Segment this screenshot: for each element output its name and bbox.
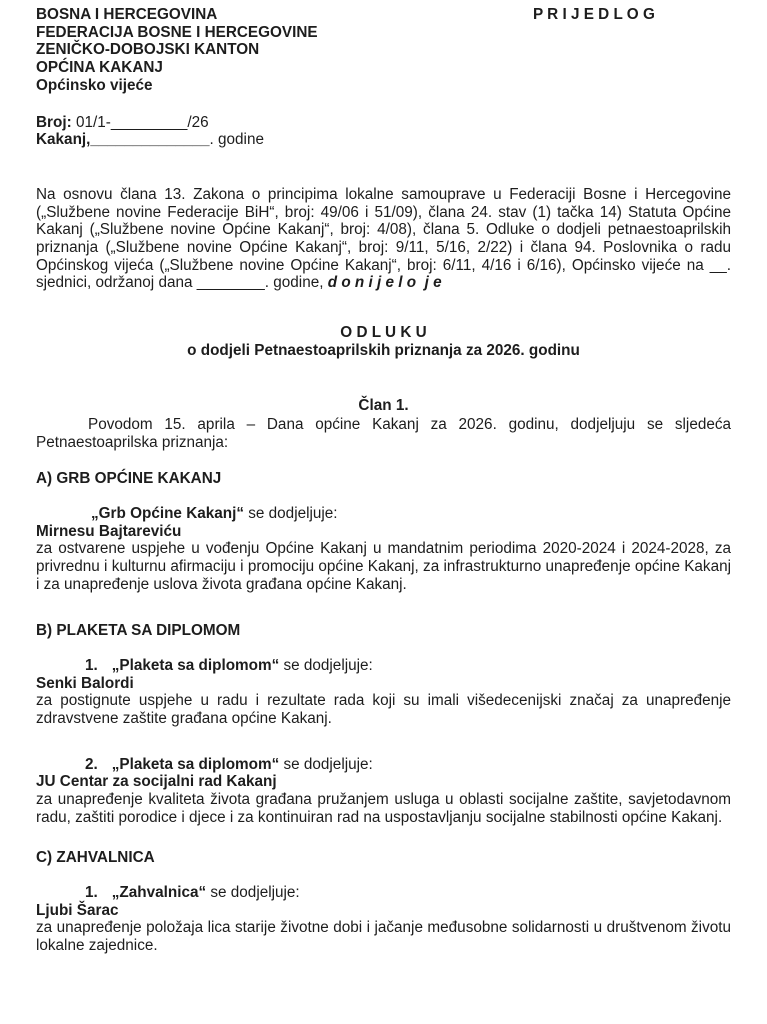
award-suffix: se dodjeljuje: bbox=[244, 505, 338, 523]
decision-title: O D L U K U bbox=[340, 324, 427, 342]
award-line bbox=[36, 505, 731, 523]
reference-number-value: 01/1-_________/26 bbox=[71, 113, 209, 131]
award-description: za unapređenje kvaliteta života građana pružanjem usluga u oblasti socijalne zaštite, savjetodavnom radu, zaštiti porodice i djece i za kontinuiran rad na uspostavljanju socijalne stabilnosti općine Kakanj. bbox=[36, 791, 731, 826]
decision-title-block bbox=[36, 324, 731, 359]
award-name: „Zahvalnica“ bbox=[111, 883, 207, 901]
award-description: za postignute uspjehe u radu i rezultate rada koji su imali višedecenijski značaj za unapređenje zdravstvene zaštite građana općine Kakanj. bbox=[36, 692, 731, 728]
enacted-phrase: d o n i j e l o j e bbox=[327, 274, 442, 292]
reference-number-label: Broj: bbox=[36, 113, 72, 131]
recipient-name: Mirnesu Bajtareviću bbox=[36, 522, 182, 540]
proposal-label: P R I J E D L O G bbox=[533, 6, 655, 23]
award-suffix: se dodjeljuje: bbox=[279, 656, 373, 674]
award-number: 1. bbox=[85, 656, 98, 674]
award-name: „Plaketa sa diplomom“ bbox=[111, 656, 280, 674]
award-suffix: se dodjeljuje: bbox=[206, 883, 300, 901]
preamble-text: Na osnovu člana 13. Zakona o principima lokalne samouprave u Federaciji Bosne i Hercegovine („Službene novine Federacije BiH“, broj: 49/06 i 51/09), člana 24. stav (1) tačka 14) Statuta Općine Kakanj („Službene novine Općine Kakanj“, broj: 4/08), člana 5. Odluke o dodjeli petnaestoaprilskih priznanja („Službene novine Općine Kakanj“, broj: 9/11, 5/16, 2/22) i člana 94. Poslovnika o radu Općinskog vijeća („Službene novine Općine Kakanj“, broj: 6/11, 4/16 i 6/16), Općinsko vijeće na __. sjednici, održanoj dana ________. godine, bbox=[36, 185, 731, 292]
award-line bbox=[36, 657, 731, 675]
recipient-name: JU Centar za socijalni rad Kakanj bbox=[36, 773, 277, 791]
award-number: 1. bbox=[85, 883, 98, 901]
award-description: za ostvarene uspjehe u vođenju Općine Kakanj u mandatnim periodima 2020-2024 i 2024-2028, za privrednu i kulturnu afirmaciju i promociju općine Kakanj, za infrastrukturno unapređenje općine Kakanj i za unapređenje uslova života građana općine Kakanj. bbox=[36, 540, 731, 593]
article-1-heading: Član 1. bbox=[358, 396, 409, 414]
reference-number-line bbox=[36, 114, 731, 132]
award-line bbox=[36, 884, 731, 902]
award-suffix: se dodjeljuje: bbox=[279, 755, 373, 773]
reference-block bbox=[36, 114, 731, 149]
section-a-heading: A) GRB OPĆINE KAKANJ bbox=[36, 469, 222, 487]
section-b-heading: B) PLAKETA SA DIPLOMOM bbox=[36, 621, 241, 639]
decision-subtitle: o dodjeli Petnaestoaprilskih priznanja za 2026. godinu bbox=[187, 341, 580, 359]
letterhead-line-federation: FEDERACIJA BOSNE I HERCEGOVINE bbox=[36, 23, 318, 41]
section-c-heading: C) ZAHVALNICA bbox=[36, 848, 155, 866]
award-line bbox=[36, 756, 731, 774]
reference-place-line bbox=[36, 131, 731, 149]
award-name: „Plaketa sa diplomom“ bbox=[111, 755, 280, 773]
award-name: „Grb Općine Kakanj“ bbox=[91, 505, 245, 523]
letterhead-line-country: BOSNA I HERCEGOVINA bbox=[36, 6, 218, 23]
letterhead-line-council: Općinsko vijeće bbox=[36, 76, 153, 94]
letterhead-line-canton: ZENIČKO-DOBOJSKI KANTON bbox=[36, 41, 260, 59]
recipient-name: Ljubi Šarac bbox=[36, 901, 119, 919]
letterhead-line-municipality: OPĆINA KAKANJ bbox=[36, 59, 163, 77]
reference-place-suffix: . godine bbox=[209, 131, 264, 149]
award-number: 2. bbox=[85, 755, 98, 773]
reference-place-label: Kakanj,______________ bbox=[36, 131, 210, 149]
award-description: za unapređenje položaja lica starije životne dobi i jačanje međusobne solidarnosti u društvenom životu lokalne zajednice. bbox=[36, 919, 731, 955]
article-1-text: Povodom 15. aprila – Dana općine Kakanj za 2026. godinu, dodjeljuju se sljedeća Petnaestoaprilska priznanja: bbox=[36, 416, 731, 451]
preamble-paragraph bbox=[36, 186, 731, 292]
recipient-name: Senki Balordi bbox=[36, 674, 134, 692]
